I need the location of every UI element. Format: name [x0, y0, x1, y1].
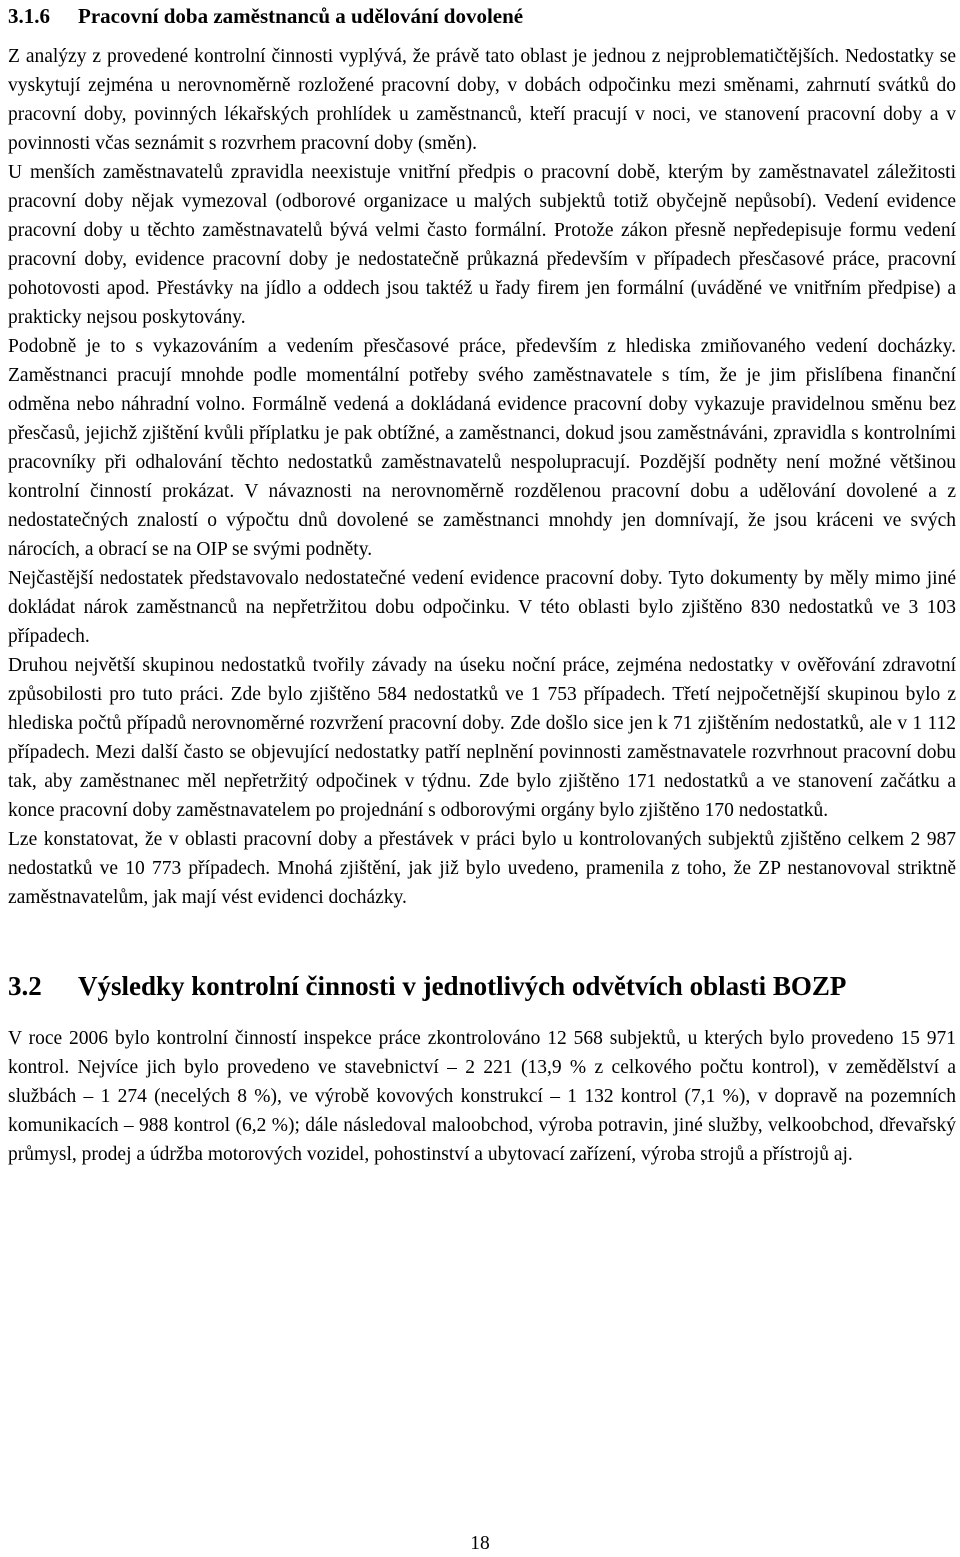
page-number: 18	[470, 1533, 490, 1554]
section-body-3-1-6	[8, 42, 956, 912]
section-number: 3.2	[8, 971, 42, 1001]
section-title: Výsledky kontrolní činnosti v jednotlivých odvětvích oblasti BOZP	[78, 971, 847, 1001]
paragraph: Druhou největší skupinou nedostatků tvořily závady na úseku noční práce, zejména nedostatky v ověřování zdravotní způsobilosti pro tuto práci. Zde bylo zjištěno 584 nedostatků ve 1 753 případech. Třetí nejpočetnější skupinou bylo z hlediska počtů případů nerovnoměrné rozvržení pracovní doby. Zde došlo sice jen k 71 zjištěním nedostatků, ale v 1 112 případech. Mezi další často se objevující nedostatky patří neplnění povinnosti zaměstnavatele rozvrhnout pracovní dobu tak, aby zaměstnanec měl nepřetržitý odpočinek v týdnu. Zde bylo zjištěno 171 nedostatků a ve stanovení začátku a konce pracovní doby zaměstnavatelem po projednání s odborovými orgány bylo zjištěno 170 nedostatků.	[8, 655, 956, 821]
section-title: Pracovní doba zaměstnanců a udělování dovolené	[78, 4, 524, 28]
document-page	[8, 0, 956, 1169]
paragraph: V roce 2006 bylo kontrolní činností inspekce práce zkontrolováno 12 568 subjektů, u kterých bylo provedeno 15 971 kontrol. Nejvíce jich bylo provedeno ve stavebnictví – 2 221 (13,9 % z celkového počtu kontrol), v zemědělství a službách – 1 274 (necelých 8 %), ve výrobě kovových konstrukcí – 1 132 kontrol (7,1 %), v dopravě na pozemních komunikacích – 988 kontrol (6,2 %); dále následoval maloobchod, výroba potravin, jiné služby, velkoobchod, dřevařský průmysl, prodej a údržba motorových vozidel, pohostinství a ubytovací zařízení, výroba strojů a přístrojů aj.	[8, 1028, 956, 1165]
section-number: 3.1.6	[8, 4, 50, 28]
section-body-3-2	[8, 1024, 956, 1169]
section-heading-3-2	[8, 954, 956, 1024]
paragraph: Z analýzy z provedené kontrolní činnosti vyplývá, že právě tato oblast je jednou z nejproblematičtějších. Nedostatky se vyskytují zejména u nerovnoměrně rozložené pracovní doby, v dobách odpočinku mezi směnami, zahrnutí svátků do pracovní doby, povinných lékařských prohlídek u zaměstnanců, kteří pracují v noci, ve stanovení pracovní doby a v povinnosti včas seznámit s rozvrhem pracovní doby (směn).	[8, 46, 956, 154]
section-heading-3-1-6	[8, 0, 956, 42]
paragraph: Nejčastější nedostatek představovalo nedostatečné vedení evidence pracovní doby. Tyto dokumenty by měly mimo jiné dokládat nárok zaměstnanců na nepřetržitou dobu odpočinku. V této oblasti bylo zjištěno 830 nedostatků ve 3 103 případech.	[8, 568, 956, 647]
paragraph: U menších zaměstnavatelů zpravidla neexistuje vnitřní předpis o pracovní době, kterým by zaměstnavatel záležitosti pracovní doby nějak vymezoval (odborové organizace u malých subjektů totiž obyčejně nepůsobí). Vedení evidence pracovní doby u těchto zaměstnavatelů bývá velmi často formální. Protože zákon přesně nepředepisuje formu vedení pracovní doby, evidence pracovní doby je nedostatečně průkazná především v případech přesčasové práce, pracovní pohotovosti apod. Přestávky na jídlo a oddech jsou taktéž u řady firem jen formální (uváděné ve vnitřním předpise) a prakticky nejsou poskytovány.	[8, 162, 956, 328]
section-spacer	[8, 912, 956, 954]
paragraph: Lze konstatovat, že v oblasti pracovní doby a přestávek v práci bylo u kontrolovaných subjektů zjištěno celkem 2 987 nedostatků ve 10 773 případech. Mnohá zjištění, jak již bylo uvedeno, pramenila z toho, že ZP nestanovoval striktně zaměstnavatelům, jak mají vést evidenci docházky.	[8, 829, 956, 908]
paragraph: Podobně je to s vykazováním a vedením přesčasové práce, především z hlediska zmiňovaného vedení docházky. Zaměstnanci pracují mnohde podle momentální potřeby svého zaměstnavatele s tím, že je jim přislíbena finanční odměna nebo náhradní volno. Formálně vedená a dokládaná evidence pracovní doby vykazuje pravidelnou směnu bez přesčasů, jejichž zjištění kvůli příplatku je pak obtížné, a zaměstnanci, dokud jsou zaměstnáváni, zpravidla s kontrolními pracovníky při odhalování těchto nedostatků zaměstnavatelů nespolupracují. Pozdější podněty není možné většinou kontrolní činností prokázat. V návaznosti na nerovnoměrně rozdělenou pracovní dobu a udělování dovolené a z nedostatečných znalostí o výpočtu dnů dovolené se zaměstnanci mnohdy jen domnívají, že jsou kráceni ve svých nárocích, a obrací se na OIP se svými podněty.	[8, 336, 956, 560]
